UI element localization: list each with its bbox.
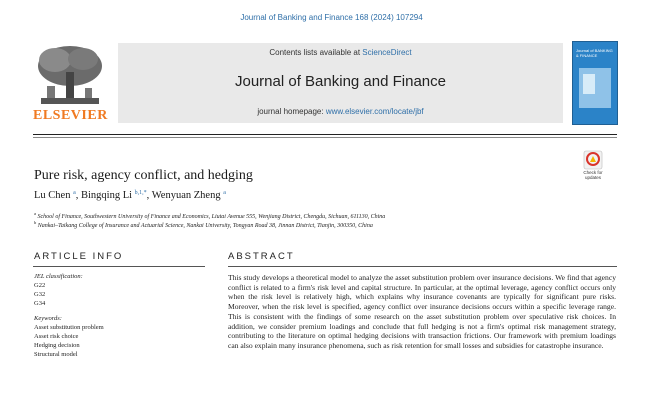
keyword: Structural model [34, 351, 78, 358]
journal-citation[interactable]: Journal of Banking and Finance 168 (2024) 107294 [240, 13, 423, 22]
affiliation-mark: a [34, 211, 36, 216]
affiliation-text: Nankai–Taikang College of Insurance and Actuarial Science, Nankai University, Tongyan Road 38, Jinnan District, Tianjin, 300350, China [37, 223, 373, 229]
keyword: Asset substitution problem [34, 324, 104, 331]
author-name[interactable]: Lu Chen [34, 190, 71, 201]
cover-image-detail [583, 74, 595, 94]
keyword: Hedging decision [34, 342, 80, 349]
affiliation-mark: b [34, 220, 37, 225]
header-divider-top [33, 134, 617, 135]
abstract-rule [228, 266, 617, 267]
elsevier-wordmark: ELSEVIER [33, 108, 108, 123]
header-divider-bottom [33, 137, 617, 138]
affiliation [34, 211, 385, 220]
cover-title: Journal of BANKING & FINANCE [576, 48, 613, 58]
journal-header-band [118, 43, 563, 123]
author-list: Lu Chen $^a$, Bingqing Li $^{b,1,*}$, Wenyuan Zheng $^a$ [34, 190, 226, 201]
check-for-updates-button[interactable] [575, 150, 611, 182]
abstract-text: This study develops a theoretical model to analyze the asset substitution problem over insurance decisions. We find that agency conflict is related to a firm's risk level and capital structure. In particular, at the optimal leverage, agency conflict occurs only when the risk level is relatively high, which explains why insurance covenants are typically for significant pure risks. Moreover, when the risk level is specified, agency conflict over insurance decisions occurs within a specific leverage range. This is consistent with the findings of some research on the asset substitution problem over speculative risk choices. In addition, we consider premium loadings and conclude that full hedging is not a firm's optimal risk management strategy, contributing to the literature on optimal hedging decisions with transaction frictions. Our framework with premium loadings can also explain many insurance phenomena, such as risk retention for small losses and subsidies for catastrophe insurance. [228, 273, 616, 350]
homepage-link[interactable]: www.elsevier.com/locate/jbf [325, 107, 424, 116]
author-marks[interactable]: a [73, 190, 76, 196]
check-for-updates-label: Check for updates [583, 170, 603, 180]
jel-code: G34 [34, 300, 46, 307]
keyword: Asset risk choice [34, 333, 79, 340]
elsevier-logo[interactable] [33, 42, 107, 130]
sciencedirect-link[interactable]: ScienceDirect [362, 48, 412, 57]
journal-cover-thumbnail[interactable] [572, 41, 618, 125]
author-marks[interactable]: b,1,* [134, 190, 147, 196]
contents-line [118, 48, 563, 57]
author-marks[interactable]: a [223, 190, 226, 196]
article-title: Pure risk, agency conflict, and hedging [34, 168, 253, 183]
elsevier-tree-logo-icon [33, 42, 107, 108]
homepage-prefix: journal homepage: [257, 107, 326, 116]
contents-prefix: Contents lists available at [269, 48, 363, 57]
article-info-heading: ARTICLE INFO [34, 251, 124, 262]
article-info-panel [34, 272, 204, 359]
affiliation [34, 220, 373, 229]
keywords-label: Keywords: [34, 315, 62, 322]
check-for-updates-icon [575, 150, 611, 170]
journal-title: Journal of Banking and Finance [235, 73, 446, 90]
abstract-heading: ABSTRACT [228, 251, 295, 262]
jel-code: G22 [34, 282, 46, 289]
author-name[interactable]: Wenyuan Zheng [151, 190, 221, 201]
affiliation-text: School of Finance, Southwestern University of Finance and Economics, Liutai Avenue 555, Wenjiang District, Chengdu, Sichuan, 611130, China [37, 214, 386, 220]
article-info-rule [33, 266, 205, 267]
jel-label: JEL classification: [34, 273, 83, 280]
author-name[interactable]: Bingqing Li [81, 190, 133, 201]
homepage-line [118, 107, 563, 116]
jel-code: G32 [34, 291, 46, 298]
